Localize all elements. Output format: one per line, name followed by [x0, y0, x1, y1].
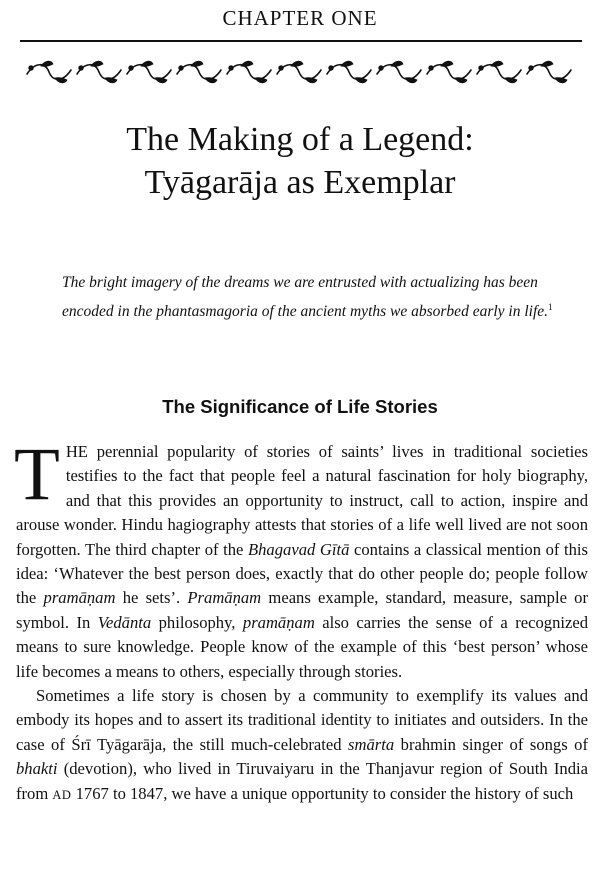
- ornament-vine-unit: [27, 61, 71, 83]
- italic-term: smārta: [348, 734, 395, 754]
- ornament-vine-unit: [277, 61, 321, 83]
- ornament-vine-unit: [327, 61, 371, 83]
- italic-term: pramāṇam: [242, 612, 315, 632]
- section-heading: The Significance of Life Stories: [162, 396, 438, 417]
- text-run: 1767 to 1847, we have a unique opportunity to consider the history of such: [71, 783, 574, 803]
- footnote-marker: 1: [548, 302, 553, 312]
- drop-cap: T: [14, 433, 60, 516]
- italic-term: bhakti: [16, 759, 58, 779]
- ornament-vine-unit: [377, 61, 421, 83]
- paragraph-2: [16, 684, 588, 807]
- paragraph-1: [14, 433, 589, 684]
- chapter-title-line-1: The Making of a Legend:: [126, 121, 474, 158]
- ornament-vine-unit: [177, 61, 221, 83]
- text-run: contains a classical mention of this idea: ‘Whatever the best person does, exactly that do other people do; people follow the: [16, 539, 589, 608]
- text-run: means example, standard, measure, sample or symbol. In: [16, 588, 589, 632]
- ornament-vine-unit: [477, 61, 521, 83]
- text-run: HE perennial popularity of stories of saints’ lives in traditional societies testifies to the fact that people feel a natural fascination for holy biography, and that this provides an opportunity to instruct, call to action, inspire and arouse wonder. Hindu hagiography attests that stories of a life well lived are not soon forgotten. The third chapter of the: [16, 442, 588, 559]
- ornament-vine-unit: [427, 61, 471, 83]
- era-abbreviation: AD: [52, 787, 72, 802]
- header-rule: [20, 40, 582, 42]
- italic-term: Bhagavad Gītā: [248, 539, 350, 559]
- text-run: Sometimes a life story is chosen by a community to exemplify its values and embody its hopes and to assert its traditional identity to initiates and outsiders. In the case of Śrī Tyāgarāja, the still much-celebrated: [16, 686, 588, 754]
- italic-term: Vedānta: [97, 612, 152, 632]
- ornament-vine-unit: [127, 61, 171, 83]
- text-run: he sets’.: [115, 588, 188, 608]
- epigraph-text: The bright imagery of the dreams we are entrusted with actualizing has been encoded in the phantasmagoria of the ancient myths we absorbed early in life.: [62, 274, 549, 321]
- chapter-title: [0, 118, 600, 204]
- chapter-title-line-2: Tyāgarāja as Exemplar: [144, 164, 456, 201]
- epigraph: [62, 270, 562, 324]
- text-run: brahmin singer of songs of: [394, 734, 588, 754]
- italic-term: pramāṇam: [43, 588, 116, 608]
- ornament-vine-unit: [77, 61, 121, 83]
- chapter-label: CHAPTER ONE: [222, 6, 378, 30]
- ornament-vine-unit: [227, 61, 271, 83]
- italic-term: Pramāṇam: [187, 588, 262, 608]
- ornament-vine-unit: [527, 61, 571, 83]
- body-text: [14, 433, 589, 807]
- text-run: (devotion), who lived in Tiruvaiyaru in the Thanjavur region of South India from: [16, 759, 588, 803]
- scroll-vine-ornament-icon: [22, 58, 582, 86]
- text-run: also carries the sense of a recognized means to sure knowledge. People know of the example of this ‘best person’ whose life becomes a means to others, especially through stories.: [16, 612, 589, 681]
- text-run: philosophy,: [151, 612, 243, 632]
